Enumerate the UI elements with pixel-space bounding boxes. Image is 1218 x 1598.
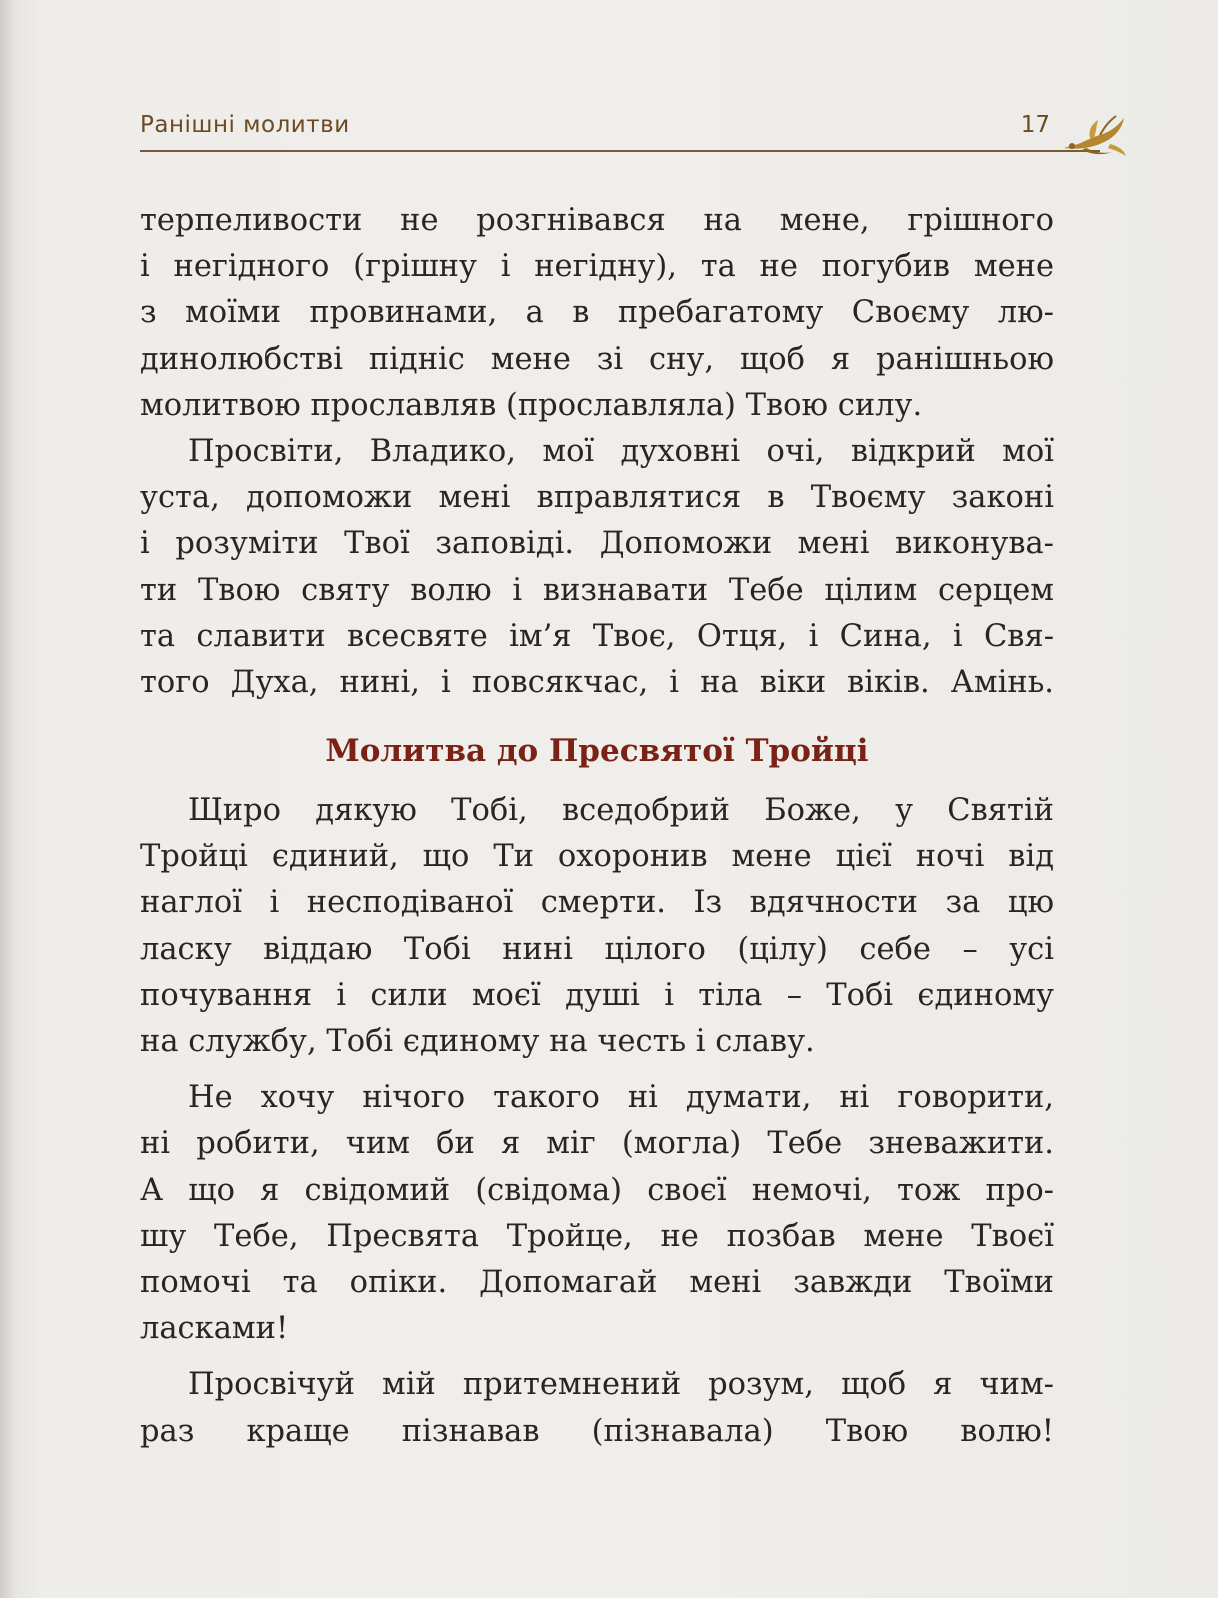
text-line: помочі та опіки. Допомагай мені завжди Твоїми bbox=[140, 1264, 1054, 1300]
page-header bbox=[140, 112, 1130, 156]
paragraph-gap bbox=[140, 1352, 1054, 1362]
text-line: Просвіти, Владико, мої духовні очі, відкрий мої bbox=[188, 433, 1054, 469]
fleuron-ornament-icon bbox=[1060, 104, 1130, 164]
page-number: 17 bbox=[1020, 112, 1050, 138]
text-line: А що я свідомий (свідома) своєї немочі, тож про- bbox=[140, 1172, 1054, 1208]
text-line: Не хочу нічого такого ні думати, ні говорити, bbox=[188, 1080, 1054, 1116]
paragraph-1 bbox=[140, 198, 1054, 429]
header-rule bbox=[140, 150, 1100, 152]
text-line: ласку віддаю Тобі нині цілого (цілу) себе – усі bbox=[140, 931, 1054, 967]
paragraph-2 bbox=[140, 429, 1054, 706]
text-line: динолюбстві підніс мене зі сну, щоб я ранішньою bbox=[140, 341, 1054, 377]
body-text bbox=[140, 198, 1054, 1455]
text-line: та славити всесвяте ім’я Твоє, Отця, і Сина, і Свя- bbox=[140, 618, 1054, 654]
text-line: наглої і несподіваної смерти. Із вдячности за цю bbox=[140, 885, 1054, 921]
text-line: Просвічуй мій притемнений розум, щоб я чим- bbox=[188, 1367, 1054, 1403]
text-line: молитвою прославляв (прославляла) Твою силу. bbox=[140, 387, 923, 423]
text-line: ласками! bbox=[140, 1311, 289, 1347]
text-line: ні робити, чим би я міг (могла) Тебе зневажити. bbox=[140, 1126, 1054, 1162]
text-line: Щиро дякую Тобі, вседобрий Боже, у Святій bbox=[188, 793, 1054, 829]
text-line: раз краще пізнавав (пізнавала) Твою волю! bbox=[140, 1413, 1054, 1449]
text-line: з моїми провинами, а в пребагатому Своєму лю- bbox=[140, 295, 1054, 331]
paragraph-4 bbox=[140, 1075, 1054, 1352]
text-line: Тройці єдиний, що Ти охоронив мене цієї ночі від bbox=[140, 839, 1054, 875]
section-heading: Молитва до Пресвятої Тройці bbox=[325, 733, 869, 770]
text-line: шу Тебе, Пресвята Тройце, не позбав мене Твоєї bbox=[140, 1218, 1054, 1254]
text-line: і негідного (грішну і негідну), та не погубив мене bbox=[140, 249, 1054, 285]
running-title: Ранішні молитви bbox=[140, 112, 350, 138]
paragraph-gap bbox=[140, 1065, 1054, 1075]
text-line: і розуміти Твої заповіді. Допоможи мені виконува- bbox=[140, 526, 1054, 562]
text-line: почування і сили моєї душі і тіла – Тобі єдиному bbox=[140, 977, 1054, 1013]
paragraph-5 bbox=[140, 1362, 1054, 1454]
paragraph-3 bbox=[140, 788, 1054, 1065]
text-line: на службу, Тобі єдиному на честь і славу. bbox=[140, 1024, 815, 1059]
page-edge-shadow bbox=[0, 0, 14, 1598]
text-line: уста, допоможи мені вправлятися в Твоєму законі bbox=[140, 480, 1054, 516]
text-line: ти Твою святу волю і визнавати Тебе цілим серцем bbox=[140, 572, 1054, 608]
text-line: терпеливости не розгнівався на мене, грішного bbox=[140, 203, 1054, 238]
text-line: того Духа, нині, і повсякчас, і на віки віків. Амінь. bbox=[140, 664, 1054, 700]
